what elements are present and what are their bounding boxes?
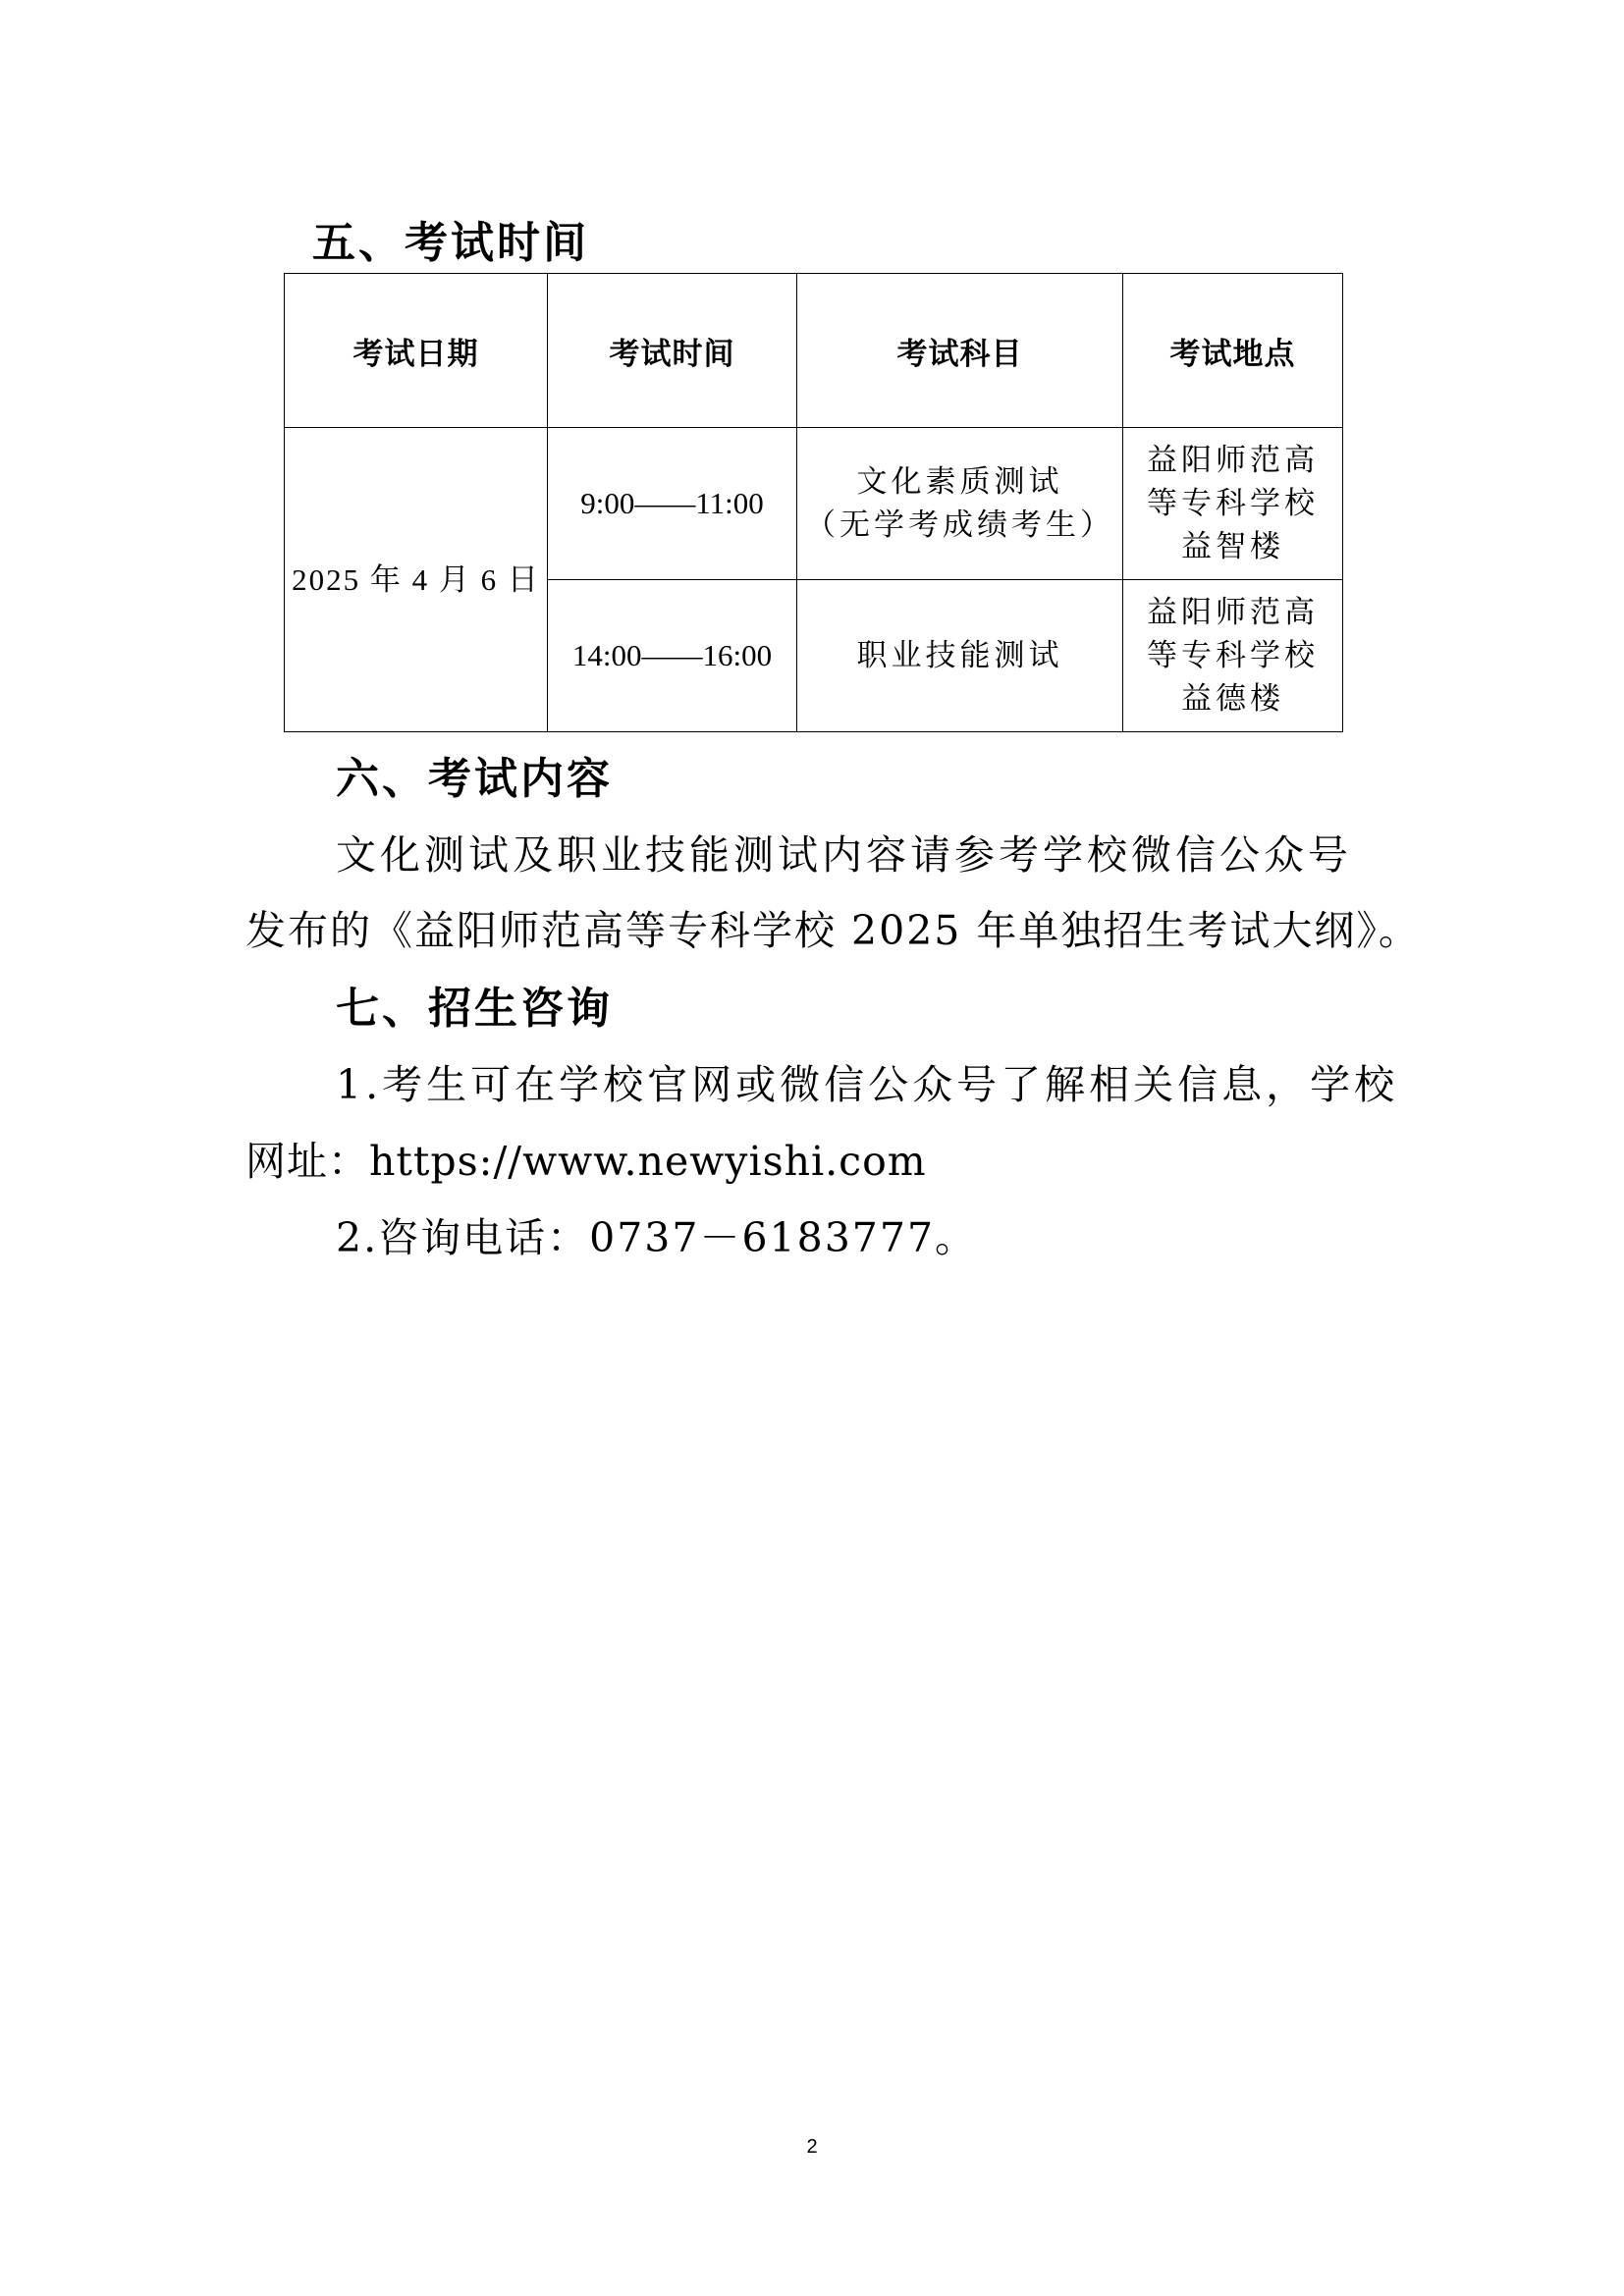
section6-heading: 六、考试内容: [336, 754, 613, 804]
subject-note-line: （无学考成绩考生）: [805, 507, 1114, 543]
section6-paragraph-line2: 发布的《益阳师范高等专科学校 2025 年单独招生考试大纲》。: [245, 907, 1421, 954]
header-exam-subject: 考试科目: [797, 274, 1123, 428]
header-exam-location: 考试地点: [1123, 274, 1343, 428]
location-line: 等专科学校: [1147, 486, 1319, 521]
section6-paragraph-line1: 文化测试及职业技能测试内容请参考学校微信公众号: [336, 831, 1352, 879]
exam-subject-cell: [797, 580, 1123, 732]
location-line: 益智楼: [1181, 529, 1284, 564]
location-line: 益阳师范高: [1147, 443, 1319, 478]
section7-item2: 2.咨询电话：0737－6183777。: [336, 1214, 978, 1261]
table-row: [285, 428, 1343, 580]
exam-schedule-table: [284, 273, 1343, 732]
location-line: 等专科学校: [1147, 638, 1319, 673]
table-header-row: [285, 274, 1343, 428]
section7-item1-line2: 网址：https://www.newyishi.com: [245, 1138, 927, 1185]
header-exam-date: 考试日期: [285, 274, 548, 428]
subject-line: 职业技能测试: [856, 638, 1063, 673]
page-number: 2: [806, 2136, 818, 2158]
section5-heading: 五、考试时间: [312, 218, 589, 268]
exam-location-cell: [1123, 428, 1343, 580]
location-line: 益德楼: [1181, 681, 1284, 717]
exam-date-cell: 2025 年 4 月 6 日: [285, 428, 548, 732]
exam-time-cell: 9:00——11:00: [548, 428, 797, 580]
section7-heading: 七、招生咨询: [336, 984, 613, 1034]
section7-item1-line1: 1.考生可在学校官网或微信公众号了解相关信息，学校: [336, 1061, 1399, 1108]
location-line: 益阳师范高: [1147, 595, 1319, 630]
header-exam-time: 考试时间: [548, 274, 797, 428]
exam-subject-cell: [797, 428, 1123, 580]
exam-time-cell: 14:00——16:00: [548, 580, 797, 732]
exam-location-cell: [1123, 580, 1343, 732]
subject-line: 文化素质测试: [856, 464, 1063, 500]
